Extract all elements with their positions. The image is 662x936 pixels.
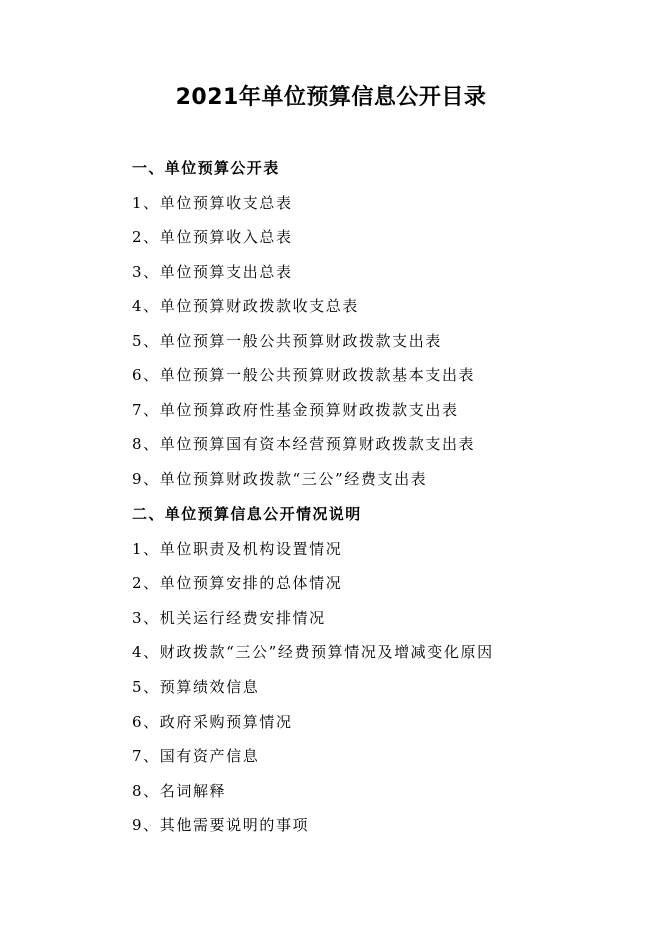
section-1-item-8: 8、单位预算国有资本经营预算财政拨款支出表: [132, 435, 476, 453]
section-1-item-4: 4、单位预算财政拨款收支总表: [132, 297, 359, 315]
section-2-item-4: 4、财政拨款“三公”经费预算情况及增减变化原因: [132, 643, 494, 661]
section-2-item-3: 3、机关运行经费安排情况: [132, 609, 326, 627]
section-1-item-9: 9、单位预算财政拨款“三公”经费支出表: [132, 470, 428, 488]
section-2-item-8: 8、名词解释: [132, 782, 227, 800]
document-title: 2021年单位预算信息公开目录: [175, 85, 487, 110]
section-2-item-6: 6、政府采购预算情况: [132, 713, 293, 731]
section-2-item-1: 1、单位职责及机构设置情况: [132, 540, 343, 558]
section-1-item-7: 7、单位预算政府性基金预算财政拨款支出表: [132, 401, 459, 419]
section-2-heading: 二、单位预算信息公开情况说明: [132, 505, 362, 523]
section-1-item-2: 2、单位预算收入总表: [132, 228, 293, 246]
section-1-item-5: 5、单位预算一般公共预算财政拨款支出表: [132, 332, 442, 350]
section-2-item-7: 7、国有资产信息: [132, 747, 260, 765]
section-2-item-2: 2、单位预算安排的总体情况: [132, 574, 343, 592]
section-1-heading: 一、单位预算公开表: [132, 159, 280, 177]
section-2-item-9: 9、其他需要说明的事项: [132, 816, 310, 834]
section-1-item-1: 1、单位预算收支总表: [132, 194, 293, 212]
section-2-item-5: 5、预算绩效信息: [132, 678, 260, 696]
section-1-item-6: 6、单位预算一般公共预算财政拨款基本支出表: [132, 366, 476, 384]
section-1-item-3: 3、单位预算支出总表: [132, 263, 293, 281]
